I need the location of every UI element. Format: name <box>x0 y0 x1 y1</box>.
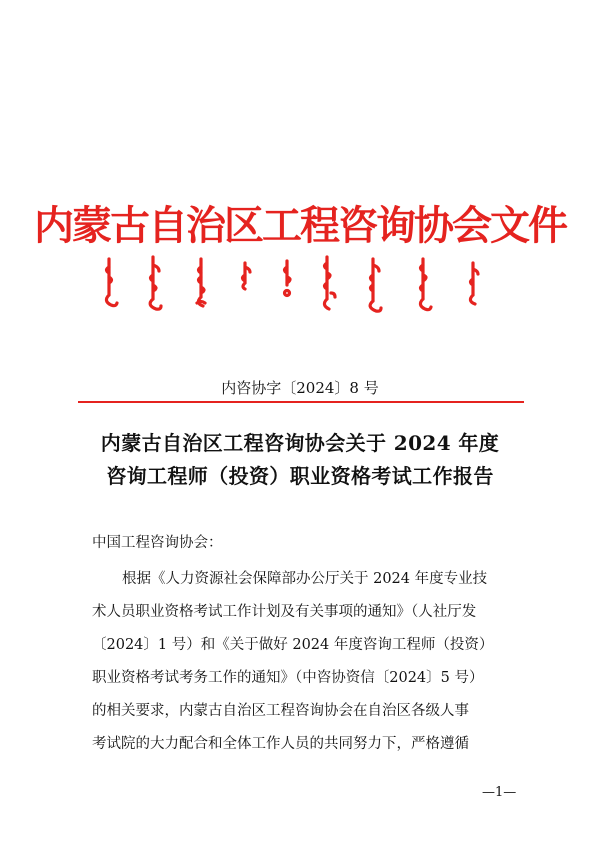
body-line: 术人员职业资格考试工作计划及有关事项的通知》（人社厅发 <box>92 604 477 620</box>
body-paragraph <box>92 563 522 761</box>
document-title-line: 内蒙古自治区工程咨询协会关于 2024 年度 <box>100 431 500 455</box>
body-line: 职业资格考试考务工作的通知》（中咨协资信〔2024〕5 号） <box>92 670 484 686</box>
body-line: 根据《人力资源社会保障部办公厅关于 2024 年度专业技 <box>122 571 488 587</box>
document-number: 内咨协字〔2024〕8 号 <box>221 379 379 397</box>
document-title <box>0 427 600 493</box>
body-line: 的相关要求，内蒙古自治区工程咨询协会在自治区各级人事 <box>92 703 469 719</box>
document-title-line: 咨询工程师（投资）职业资格考试工作报告 <box>106 464 494 488</box>
page-number: —1— <box>482 785 517 800</box>
salutation: 中国工程咨询协会： <box>92 535 223 551</box>
body-line: 〔2024〕1 号）和《关于做好 2024 年度咨询工程师（投资） <box>92 637 494 653</box>
org-header-title: 内蒙古自治区工程咨询协会文件 <box>34 202 566 249</box>
mongolian-script-graphic <box>95 255 515 317</box>
red-header-rule <box>78 401 524 403</box>
body-line: 考试院的大力配合和全体工作人员的共同努力下，严格遵循 <box>92 736 469 752</box>
